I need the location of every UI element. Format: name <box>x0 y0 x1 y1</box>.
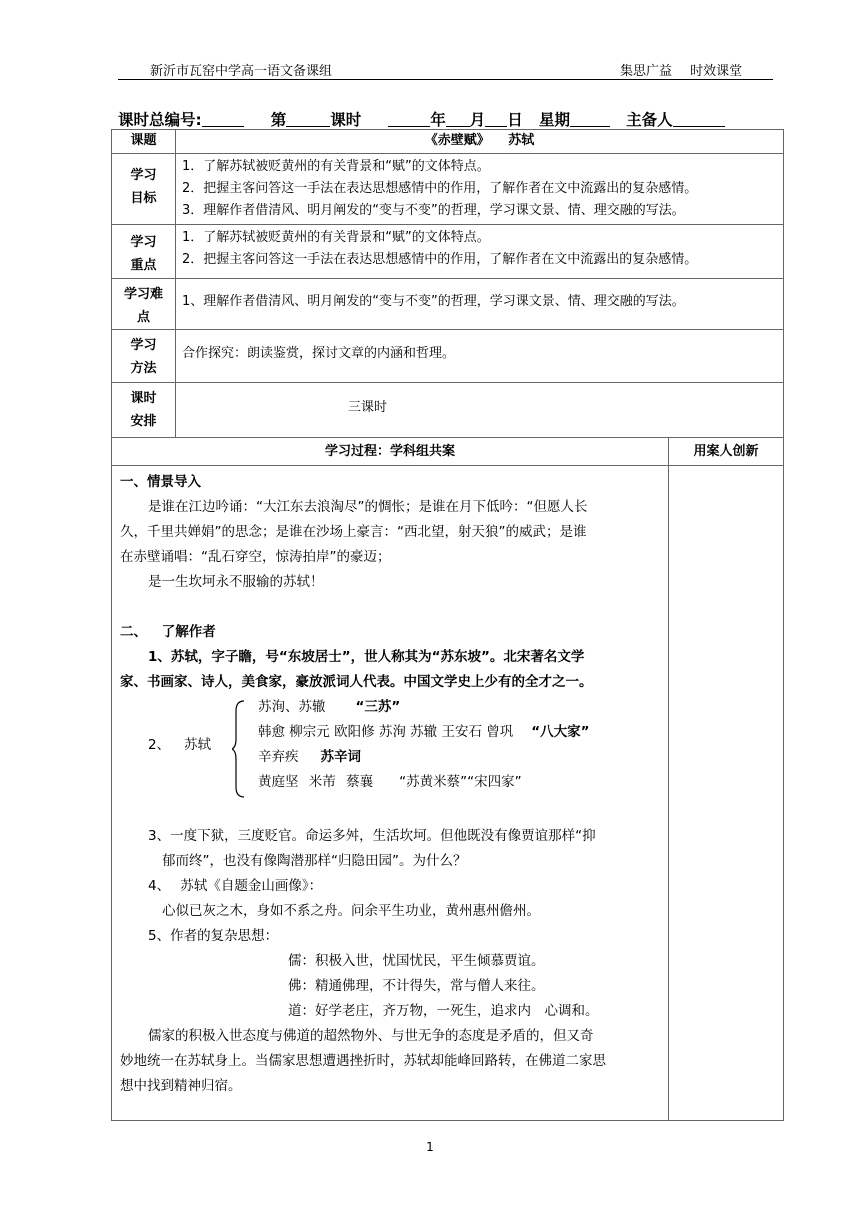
brace-line-text: 黄庭坚 米芾 蔡襄 <box>258 774 374 790</box>
header-divider <box>118 79 773 80</box>
brace-name: 苏轼 <box>184 737 211 753</box>
brace-line-tag: “苏黄米蔡”“宋四家” <box>399 774 522 790</box>
section-2-title: 二、 了解作者 <box>120 624 216 640</box>
year-blank <box>388 110 430 127</box>
preparer-blank <box>673 110 725 127</box>
goal-item: 3．理解作者借清风、明月阐发的“变与不变”的哲理，学习课文景、情、理交融的写法。 <box>182 203 685 218</box>
goals-label-line2: 目标 <box>130 191 157 206</box>
difficulty-content <box>176 279 784 330</box>
goal-item: 1．了解苏轼被贬黄州的有关背景和“赋”的文体特点。 <box>182 159 490 174</box>
page-number: 1 <box>426 1140 434 1154</box>
intro-paragraph-line: 久，千里共婵娟”的思念；是谁在沙场上豪言：“西北望，射天狼”的威武；是谁 <box>120 524 587 540</box>
intro-paragraph-line: 在赤壁诵唱：“乱石穿空，惊涛拍岸”的豪迈； <box>120 549 391 565</box>
day-label: 日 <box>507 111 523 129</box>
method-text: 合作探究：朗读鉴赏，探讨文章的内涵和哲理。 <box>182 346 456 361</box>
difficulty-row <box>112 279 784 330</box>
brace-line <box>258 720 590 745</box>
schedule-label <box>112 383 176 438</box>
goals-label-line1: 学习 <box>130 168 157 183</box>
method-row <box>112 330 784 383</box>
difficulty-label-line2: 点 <box>136 310 150 325</box>
di-label: 第 <box>270 111 287 129</box>
focus-label-line1: 学习 <box>130 235 157 250</box>
thought-confucian: 儒：积极入世，忧国忧民，平生倾慕贾谊。 <box>288 953 545 969</box>
header-left: 新沂市瓦窑中学高一语文备课组 <box>150 64 333 79</box>
brace-line <box>258 770 522 795</box>
innovation-notes-area[interactable] <box>669 466 784 1121</box>
weekday-blank <box>570 110 610 127</box>
total-number-label: 课时总编号: <box>118 111 202 129</box>
schedule-label-line1: 课时 <box>130 391 157 406</box>
difficulty-label-line1: 学习难 <box>123 287 163 302</box>
method-label-line2: 方法 <box>130 361 157 376</box>
header-right: 集思广益 时效课堂 <box>620 64 743 79</box>
focus-item: 2．把握主客问答这一手法在表达思想感情中的作用，了解作者在文中流露出的复杂感情。 <box>182 252 698 267</box>
author-intro-line: 1、苏轼，字子瞻，号“东坡居士”，世人称其为“苏东坡”。北宋著名文学 <box>148 649 585 665</box>
summary-paragraph-line: 想中找到精神归宿。 <box>120 1078 242 1094</box>
focus-label <box>112 225 176 279</box>
method-label-line1: 学习 <box>130 338 157 353</box>
brace-line-tag: “八大家” <box>531 724 590 740</box>
schedule-label-line2: 安排 <box>130 414 157 429</box>
topic-row <box>112 130 784 154</box>
innovation-header: 用案人创新 <box>669 438 784 466</box>
total-number-blank <box>202 110 244 127</box>
process-body-row <box>112 466 784 1121</box>
lesson-plan-table <box>111 129 784 1121</box>
day-blank <box>485 110 507 127</box>
goal-item: 2．把握主客问答这一手法在表达思想感情中的作用，了解作者在文中流露出的复杂感情。 <box>182 181 698 196</box>
summary-paragraph-line: 妙地统一在苏轼身上。当儒家思想遭遇挫折时，苏轼却能峰回路转，在佛道二家思 <box>120 1053 606 1069</box>
brace-line-tag: 苏辛词 <box>320 749 361 765</box>
process-content <box>112 466 669 1121</box>
focus-row <box>112 225 784 279</box>
point-3-line: 郁而终”，也没有像陶潜那样“归隐田园”。为什么？ <box>162 853 467 869</box>
brace-line <box>258 695 400 720</box>
lesson-info-line <box>118 108 725 130</box>
summary-paragraph-line: 儒家的积极入世态度与佛道的超然物外、与世无争的态度是矛盾的，但又奇 <box>148 1028 594 1044</box>
lesson-blank <box>286 110 330 127</box>
month-blank <box>446 110 470 127</box>
intro-paragraph-line: 是谁在江边吟诵：“大江东去浪淘尽”的惆怅；是谁在月下低吟：“但愿人长 <box>148 499 588 515</box>
schedule-content <box>176 383 784 438</box>
curly-brace-icon <box>232 699 246 799</box>
preparer-label: 主备人 <box>626 111 673 129</box>
section-1-title: 一、情景导入 <box>120 474 201 490</box>
point-5-title: 5、作者的复杂思想： <box>148 928 279 944</box>
topic-value: 《赤壁赋》 苏轼 <box>176 130 784 154</box>
thought-buddhist: 佛：精通佛理，不计得失，常与僧人来往。 <box>288 978 545 994</box>
month-label: 月 <box>469 111 486 129</box>
topic-label: 课题 <box>112 130 176 154</box>
brace-line-tag: “三苏” <box>355 699 401 715</box>
point-4-poem: 心似已灰之木，身如不系之舟。问余平生功业，黄州惠州儋州。 <box>162 903 540 919</box>
focus-content <box>176 225 784 279</box>
keshi-label: 课时 <box>330 111 362 129</box>
goals-row <box>112 154 784 225</box>
focus-label-line2: 重点 <box>130 258 157 273</box>
schedule-text: 三课时 <box>348 400 388 415</box>
author-intro-line: 家、书画家、诗人，美食家，豪放派词人代表。中国文学史上少有的全才之一。 <box>120 674 593 690</box>
thought-taoist: 道：好学老庄，齐万物，一死生，追求内 心调和。 <box>288 1003 599 1019</box>
brace-line-text: 苏洵、苏辙 <box>258 699 326 715</box>
goals-content <box>176 154 784 225</box>
brace-number: 2、 <box>148 737 171 753</box>
brace-line-text: 韩愈 柳宗元 欧阳修 苏洵 苏辙 王安石 曾巩 <box>258 724 514 740</box>
intro-paragraph-closing: 是一生坎坷永不服输的苏轼！ <box>148 574 324 590</box>
method-content <box>176 330 784 383</box>
difficulty-label <box>112 279 176 330</box>
brace-line-text: 辛弃疾 <box>258 749 299 765</box>
schedule-row <box>112 383 784 438</box>
author-relations-brace <box>120 695 660 799</box>
process-header: 学习过程：学科组共案 <box>112 438 669 466</box>
point-4-title: 4、 苏轼《自题金山画像》： <box>148 878 323 894</box>
brace-line <box>258 745 361 770</box>
difficulty-text: 1、理解作者借清风、明月阐发的“变与不变”的哲理，学习课文景、情、理交融的写法。 <box>182 294 685 309</box>
goals-label <box>112 154 176 225</box>
year-label: 年 <box>430 111 446 129</box>
method-label <box>112 330 176 383</box>
focus-item: 1．了解苏轼被贬黄州的有关背景和“赋”的文体特点。 <box>182 230 490 245</box>
process-header-row <box>112 438 784 466</box>
weekday-label: 星期 <box>538 111 570 129</box>
point-3-line: 3、一度下狱，三度贬官。命运多舛，生活坎坷。但他既没有像贾谊那样“抑 <box>148 828 596 844</box>
